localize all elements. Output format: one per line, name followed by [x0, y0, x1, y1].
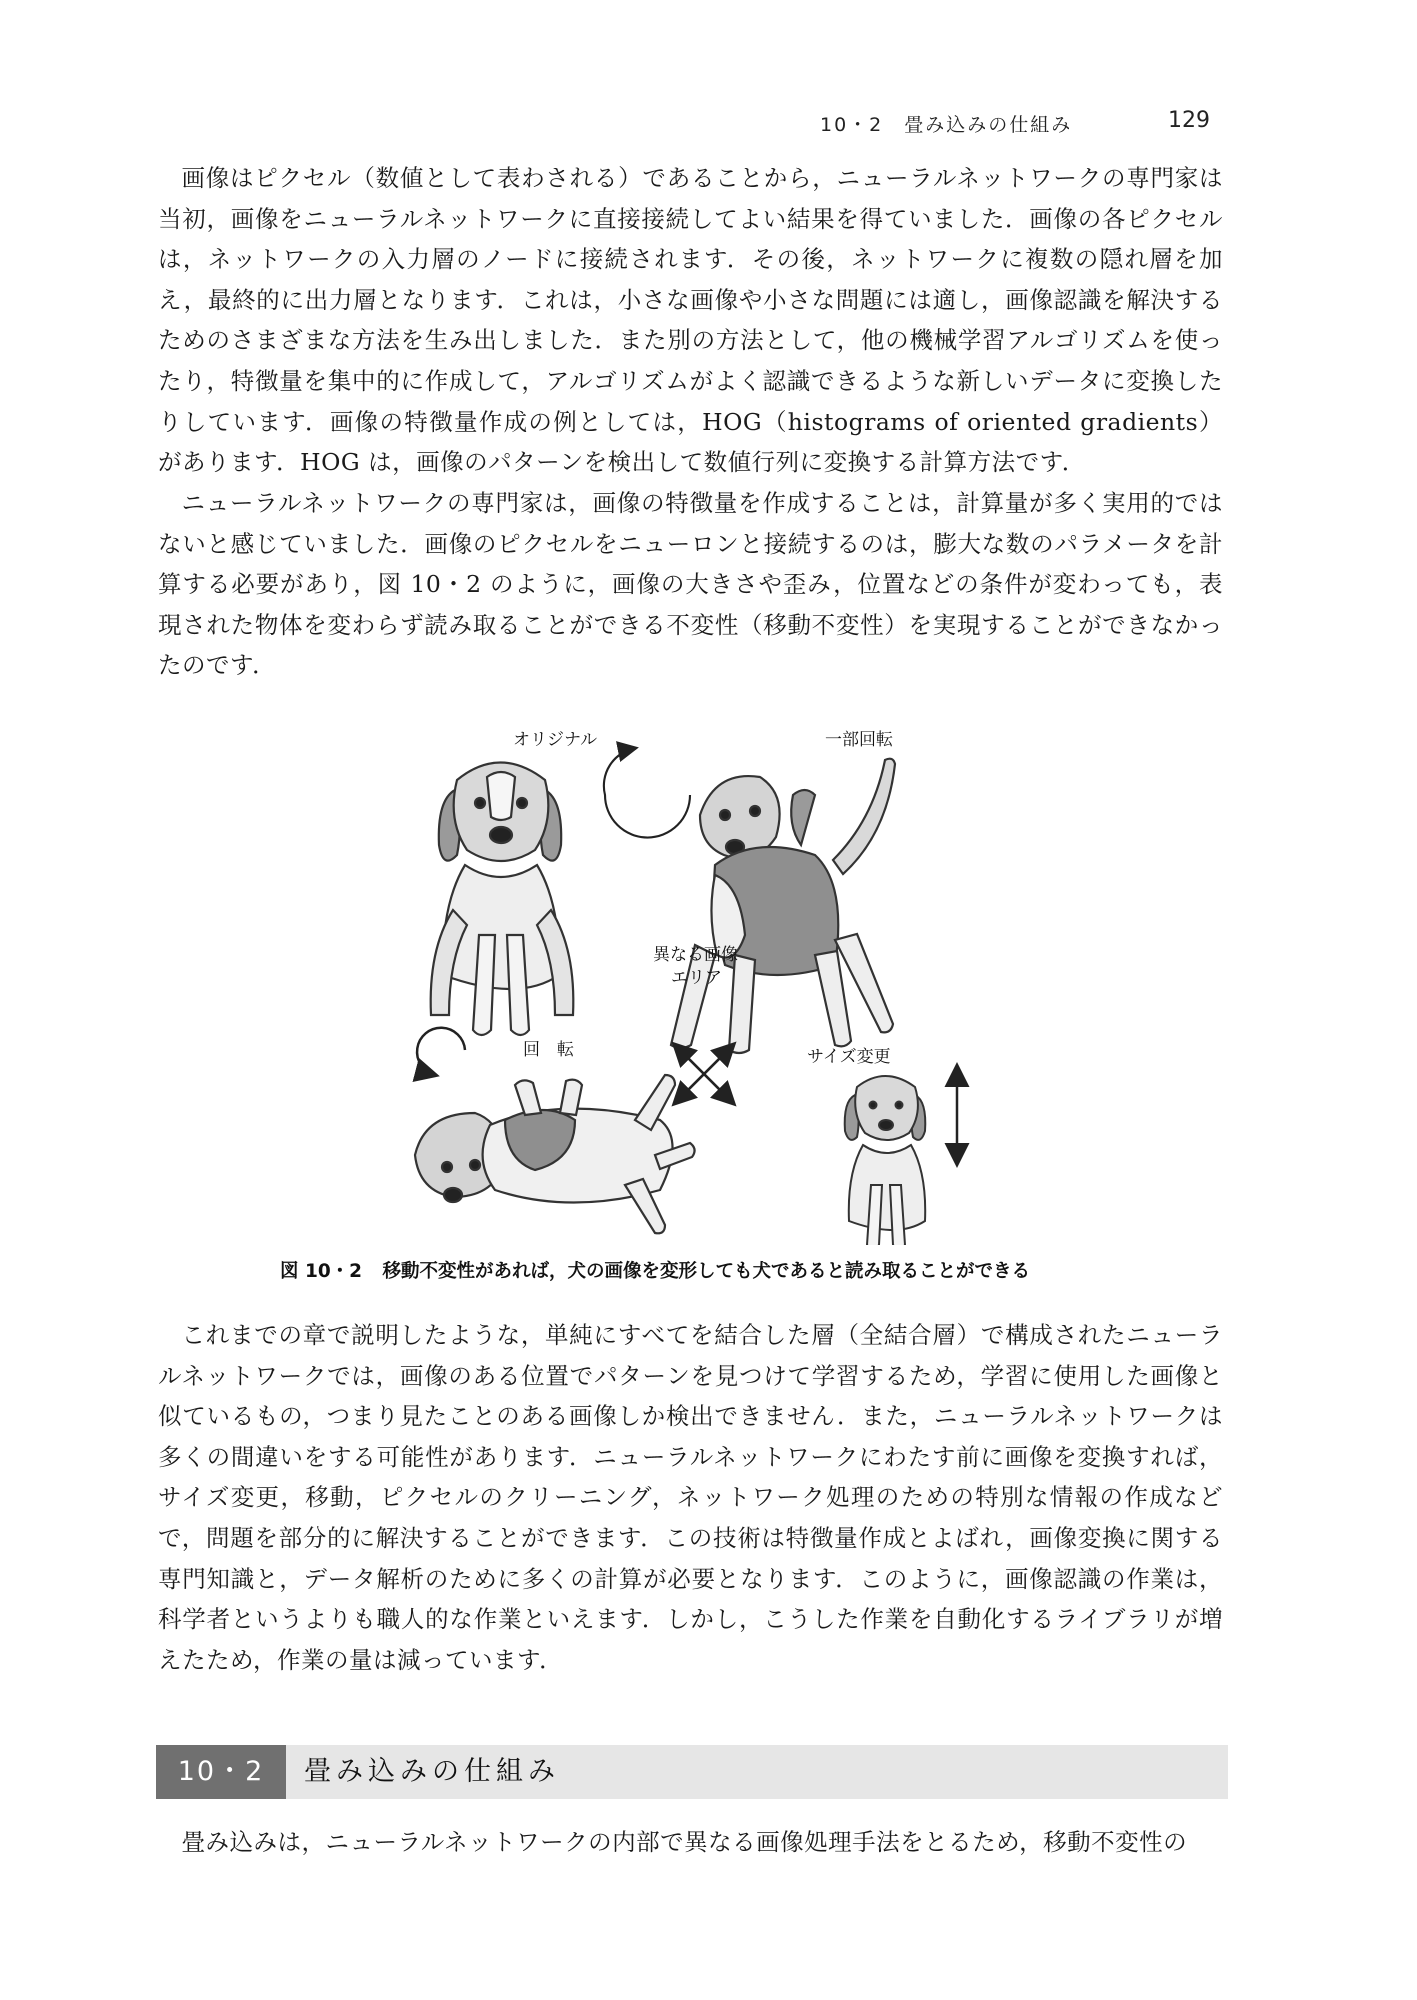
label-partial-rotation: 一部回転	[825, 730, 893, 750]
running-header	[820, 110, 1210, 140]
section-number: 10・2	[156, 1745, 286, 1799]
paragraph-3: これまでの章で説明したような，単純にすべてを結合した層（全結合層）で構成されたニューラルネットワークでは，画像のある位置でパターンを見つけて学習するため，学習に使用した画像と似ているもの，つまり見たことのある画像しか検出できません．また，ニューラルネットワークは多くの間違いをする可能性があります．ニューラルネットワークにわたす前に画像を変換すれば，サイズ変更，移動，ピクセルのクリーニング，ネットワーク処理のための特別な情報の作成などで，問題を部分的に解決することができます．この技術は特徴量作成とよばれ，画像変換に関する専門知識と，データ解析のために多くの計算が必要となります．このように，画像認識の作業は，科学者というよりも職人的な作業といえます．しかし，こうした作業を自動化するライブラリが増えたため，作業の量は減っています．	[158, 1321, 1223, 1674]
direction-cross-arrows	[675, 1045, 733, 1103]
running-header-section: 10・2 畳み込みの仕組み	[820, 114, 1073, 136]
section-title: 畳み込みの仕組み	[304, 1756, 560, 1787]
figure-caption-number: 図 10・2	[280, 1261, 363, 1282]
dog-resized-illustration	[845, 1076, 926, 1245]
dog-rotated-illustration	[415, 1075, 695, 1233]
section-heading	[156, 1745, 1228, 1799]
label-different-area-2: エリア	[671, 968, 722, 988]
figure-caption	[280, 1257, 1140, 1283]
paragraph-1: 画像はピクセル（数値として表わされる）であることから，ニューラルネットワークの専門家は当初，画像をニューラルネットワークに直接接続してよい結果を得ていました．画像の各ピクセルは，ネットワークの入力層のノードに接続されます．その後，ネットワークに複数の隠れ層を加え，最終的に出力層となります．これは，小さな画像や小さな問題には適し，画像認識を解決するためのさまざまな方法を生み出しました．また別の方法として，他の機械学習アルゴリズムを使ったり，特徴量を集中的に作成して，アルゴリズムがよく認識できるような新しいデータに変換したりしています．画像の特徴量作成の例としては，HOG（histograms of oriented gradients）があります．HOG は，画像のパターンを検出して数値行列に変換する計算方法です．	[158, 164, 1223, 477]
paragraph-4: 畳み込みは，ニューラルネットワークの内部で異なる画像処理手法をとるため，移動不変性の	[181, 1828, 1188, 1856]
partial-rotation-arrow	[604, 748, 690, 837]
page-number: 129	[1168, 108, 1210, 133]
figure-caption-text: 移動不変性があれば，犬の画像を変形しても犬であると読み取ることができる	[382, 1261, 1031, 1282]
label-resize: サイズ変更	[807, 1047, 891, 1067]
label-original: オリジナル	[513, 730, 598, 750]
rotation-arrow	[417, 1028, 465, 1075]
dog-partial-rotation-illustration	[671, 759, 895, 1053]
label-rotation: 回 転	[523, 1040, 574, 1060]
dog-original-illustration	[431, 763, 574, 1036]
figure-dog-invariance	[395, 715, 1115, 1245]
paragraph-2: ニューラルネットワークの専門家は，画像の特徴量を作成することは，計算量が多く実用的ではないと感じていました．画像のピクセルをニューロンと接続するのは，膨大な数のパラメータを計算する必要があり，図 10・2 のように，画像の大きさや歪み，位置などの条件が変わっても，表現された物体を変わらず読み取ることができる不変性（移動不変性）を実現することができなかったのです．	[158, 489, 1223, 680]
label-different-area-1: 異なる画像	[653, 945, 738, 965]
